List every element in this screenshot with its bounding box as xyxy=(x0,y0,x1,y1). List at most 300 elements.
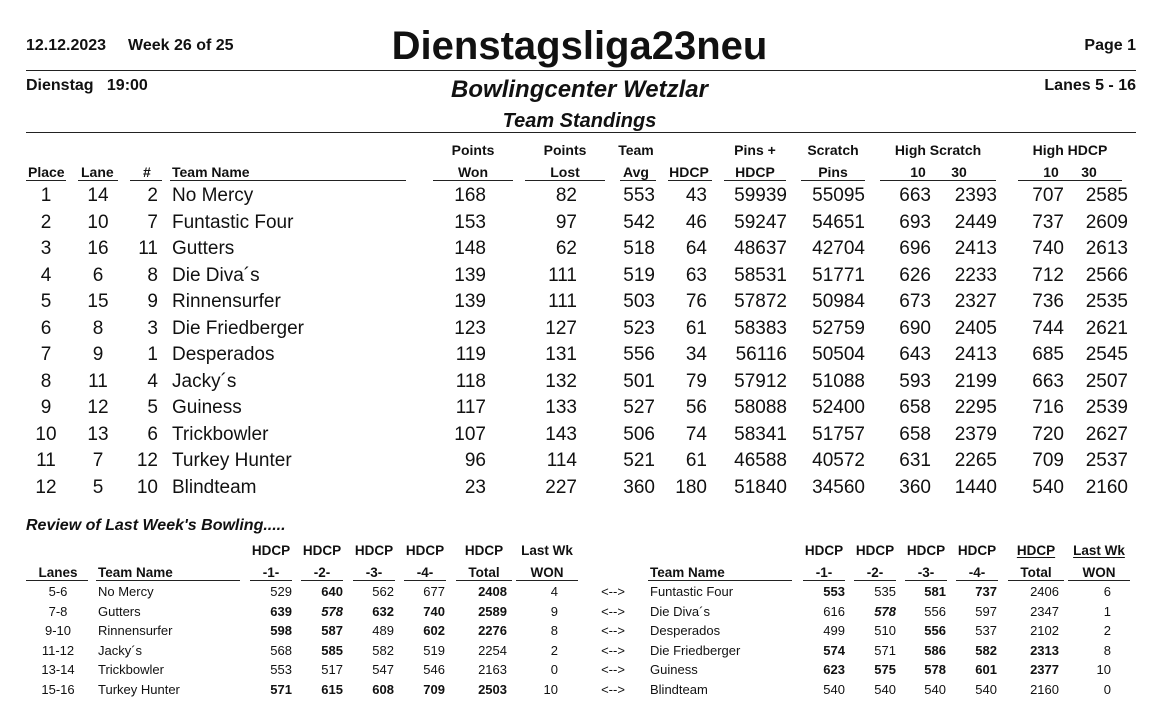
underline xyxy=(516,580,578,581)
cell-num: 6 xyxy=(147,423,158,445)
cell-lane: 6 xyxy=(92,264,104,286)
table-row xyxy=(0,316,1159,342)
underline xyxy=(456,580,512,581)
underline xyxy=(1008,580,1064,581)
cell-hh30: 2537 xyxy=(1085,450,1128,471)
cell-hh30: 2160 xyxy=(1085,476,1128,498)
cell-team: No Mercy xyxy=(172,185,254,206)
cell-g1: 623 xyxy=(823,662,845,677)
underline xyxy=(803,580,845,581)
cell-avg: 523 xyxy=(623,317,655,339)
cell-place: 7 xyxy=(40,344,52,365)
cell-hs30: 2379 xyxy=(954,423,997,445)
cell-pins-hdcp: 58341 xyxy=(734,423,787,445)
cell-hs30: 2405 xyxy=(954,317,997,339)
col-won: Won xyxy=(457,164,489,180)
cell-total: 2589 xyxy=(478,603,507,619)
cell-won: 0 xyxy=(1103,681,1111,697)
underline xyxy=(648,580,792,581)
cell-place: 3 xyxy=(40,238,52,259)
cell-num: 2 xyxy=(147,185,158,206)
cell-pins-hdcp: 48637 xyxy=(734,238,787,259)
cell-pins-hdcp: 58383 xyxy=(734,317,787,339)
cell-g4: 601 xyxy=(975,662,997,677)
versus-separator: <--> xyxy=(601,623,625,638)
cell-hh10: 716 xyxy=(1032,397,1064,418)
cell-place: 8 xyxy=(40,370,52,392)
cell-scratch: 40572 xyxy=(812,450,865,471)
cell-hh10: 740 xyxy=(1032,238,1064,259)
cell-num: 11 xyxy=(138,238,158,259)
cell-hs30: 2295 xyxy=(954,397,997,418)
rev-hdcp4-top: HDCP xyxy=(405,543,445,558)
cell-g4: 597 xyxy=(975,603,997,619)
cell-team: Die Friedberger xyxy=(172,317,304,339)
cell-g3: 586 xyxy=(924,642,946,658)
cell-pins-hdcp: 59939 xyxy=(734,185,787,206)
cell-hs10: 673 xyxy=(899,291,931,312)
cell-scratch: 51088 xyxy=(812,370,865,392)
cell-pins-hdcp: 46588 xyxy=(734,450,787,471)
underline xyxy=(433,180,513,181)
league-title: Dienstagsliga23neu xyxy=(391,24,768,68)
cell-won: 4 xyxy=(550,584,558,599)
cell-scratch: 55095 xyxy=(812,185,865,206)
cell-hdcp: 46 xyxy=(685,211,707,233)
rev-hdcp1-top: HDCP xyxy=(251,543,291,558)
cell-num: 10 xyxy=(136,476,158,498)
col-pins-hdcp: HDCP xyxy=(735,164,775,180)
cell-lanes: 15-16 xyxy=(41,681,75,697)
cell-won: 8 xyxy=(1103,642,1111,658)
cell-hs10: 693 xyxy=(899,211,931,233)
cell-won: 1 xyxy=(1103,603,1111,619)
cell-hh10: 737 xyxy=(1032,211,1064,233)
cell-avg: 360 xyxy=(623,476,655,498)
cell-pins-hdcp: 57872 xyxy=(734,291,787,312)
underline xyxy=(301,580,343,581)
rev-r-total: Total xyxy=(1020,565,1052,580)
rev-r-total-top: HDCP xyxy=(1016,543,1056,558)
cell-hdcp: 180 xyxy=(675,476,707,498)
cell-won: 139 xyxy=(454,291,486,312)
underline xyxy=(96,580,240,581)
cell-pins-hdcp: 56116 xyxy=(735,344,787,365)
col-number: # xyxy=(143,164,151,180)
table-row xyxy=(0,475,1159,501)
review-row xyxy=(0,621,1159,640)
cell-lost: 132 xyxy=(545,370,577,392)
cell-team-name: No Mercy xyxy=(98,584,154,599)
cell-hs10: 643 xyxy=(899,344,931,365)
cell-g4: 582 xyxy=(975,642,997,658)
table-row xyxy=(0,448,1159,474)
cell-scratch: 51757 xyxy=(812,423,865,445)
cell-g1: 571 xyxy=(270,681,292,697)
rev-r-team-name: Team Name xyxy=(650,565,725,580)
rev-r-g2: -2- xyxy=(866,565,884,580)
cell-total: 2102 xyxy=(1030,623,1059,638)
cell-lane: 5 xyxy=(92,476,104,498)
cell-lanes: 9-10 xyxy=(44,623,72,638)
cell-hs30: 1440 xyxy=(954,476,997,498)
cell-total: 2276 xyxy=(478,623,507,638)
cell-hs30: 2413 xyxy=(954,238,997,259)
underline xyxy=(1068,580,1130,581)
rev-team-name: Team Name xyxy=(98,565,173,580)
underline xyxy=(26,180,66,181)
cell-hs10: 658 xyxy=(899,397,931,418)
cell-g1: 598 xyxy=(270,623,292,638)
cell-won: 139 xyxy=(454,264,486,286)
cell-g2: 571 xyxy=(874,642,896,658)
cell-hh30: 2621 xyxy=(1085,317,1128,339)
underline xyxy=(880,180,996,181)
lanes-range: Lanes 5 - 16 xyxy=(1044,77,1136,94)
cell-g2: 517 xyxy=(321,662,343,677)
cell-hh30: 2539 xyxy=(1085,397,1128,418)
col-hdcp: HDCP xyxy=(669,164,709,180)
cell-hdcp: 61 xyxy=(685,450,707,471)
cell-g4: 737 xyxy=(975,584,997,599)
review-row xyxy=(0,680,1159,699)
col-high-scratch: High Scratch xyxy=(894,142,982,158)
cell-hdcp: 61 xyxy=(685,317,707,339)
cell-avg: 556 xyxy=(623,344,655,365)
cell-hs10: 593 xyxy=(899,370,931,392)
cell-place: 11 xyxy=(36,450,56,471)
cell-g1: 553 xyxy=(823,584,845,599)
cell-hdcp: 63 xyxy=(685,264,707,286)
cell-avg: 519 xyxy=(623,264,655,286)
rev-g3: -3- xyxy=(365,565,383,580)
cell-total: 2408 xyxy=(478,584,507,599)
review-row xyxy=(0,641,1159,660)
review-row xyxy=(0,582,1159,601)
cell-won: 10 xyxy=(543,681,558,697)
table-row xyxy=(0,395,1159,421)
cell-lost: 111 xyxy=(548,291,577,312)
cell-avg: 527 xyxy=(623,397,655,418)
rev-hdcp3-top: HDCP xyxy=(354,543,394,558)
col-points-top2: Points xyxy=(543,142,587,158)
cell-g1: 639 xyxy=(270,603,292,619)
cell-g2: 615 xyxy=(321,681,343,697)
cell-hs10: 690 xyxy=(899,317,931,339)
cell-pins-hdcp: 51840 xyxy=(734,476,787,498)
cell-hs10: 658 xyxy=(899,423,931,445)
table-row xyxy=(0,369,1159,395)
table-row xyxy=(0,342,1159,368)
cell-lost: 62 xyxy=(555,238,577,259)
cell-g4: 677 xyxy=(423,584,445,599)
cell-lane: 13 xyxy=(87,423,109,445)
cell-hs30: 2199 xyxy=(954,370,997,392)
cell-total: 2163 xyxy=(478,662,507,677)
cell-won: 119 xyxy=(455,344,486,365)
cell-g3: 632 xyxy=(372,603,394,619)
cell-g3: 578 xyxy=(924,662,946,677)
cell-hh10: 709 xyxy=(1032,450,1064,471)
cell-total: 2347 xyxy=(1030,603,1059,619)
cell-hh10: 540 xyxy=(1032,476,1064,498)
cell-num: 8 xyxy=(147,264,158,286)
cell-lanes: 7-8 xyxy=(48,603,68,619)
cell-lost: 127 xyxy=(545,317,577,339)
cell-hh10: 685 xyxy=(1032,344,1064,365)
cell-pins-hdcp: 57912 xyxy=(734,370,787,392)
cell-g2: 640 xyxy=(321,584,343,599)
cell-team-name: Jacky´s xyxy=(98,642,143,658)
cell-g4: 740 xyxy=(423,603,445,619)
cell-g3: 556 xyxy=(924,603,946,619)
rev-r-hdcp1-top: HDCP xyxy=(804,543,844,558)
cell-avg: 521 xyxy=(623,450,655,471)
cell-team: Gutters xyxy=(172,238,235,259)
cell-won: 23 xyxy=(464,476,486,498)
cell-won: 6 xyxy=(1103,584,1111,599)
cell-team: Blindteam xyxy=(172,476,257,498)
underline xyxy=(801,180,865,181)
cell-hdcp: 64 xyxy=(685,238,707,259)
cell-won: 168 xyxy=(454,185,486,206)
table-row xyxy=(0,236,1159,262)
cell-lanes: 11-12 xyxy=(41,642,75,658)
cell-g3: 489 xyxy=(372,623,394,638)
review-title: Review of Last Week's Bowling..... xyxy=(26,517,286,534)
cell-pins-hdcp: 58531 xyxy=(734,264,787,286)
col-hh10: 10 xyxy=(1043,164,1059,180)
cell-avg: 518 xyxy=(623,238,655,259)
rev-r-hdcp3-top: HDCP xyxy=(906,543,946,558)
cell-hh30: 2535 xyxy=(1085,291,1128,312)
cell-total: 2503 xyxy=(478,681,507,697)
rev-r-hdcp2-top: HDCP xyxy=(855,543,895,558)
cell-scratch: 50504 xyxy=(812,344,865,365)
cell-num: 5 xyxy=(147,397,158,418)
cell-g1: 553 xyxy=(270,662,292,677)
cell-place: 9 xyxy=(40,397,52,418)
underline xyxy=(26,580,88,581)
underline xyxy=(353,580,395,581)
cell-place: 10 xyxy=(35,423,57,445)
cell-g4: 540 xyxy=(975,681,997,697)
cell-g3: 540 xyxy=(924,681,946,697)
underline xyxy=(1018,180,1122,181)
col-scratch-pins: Pins xyxy=(818,164,848,180)
rev-total-top: HDCP xyxy=(464,543,504,558)
cell-hh30: 2609 xyxy=(1085,211,1128,233)
cell-team-name: Turkey Hunter xyxy=(98,681,180,697)
cell-won: 8 xyxy=(550,623,558,638)
cell-team-name: Die Diva´s xyxy=(650,603,710,619)
cell-pins-hdcp: 59247 xyxy=(734,211,787,233)
col-hs10: 10 xyxy=(910,164,926,180)
cell-hs30: 2393 xyxy=(954,185,997,206)
cell-won: 2 xyxy=(550,642,558,658)
report-date: 12.12.2023 xyxy=(26,37,107,54)
table-row xyxy=(0,210,1159,236)
cell-place: 5 xyxy=(40,291,52,312)
cell-hh30: 2585 xyxy=(1085,185,1128,206)
underline xyxy=(668,180,712,181)
cell-scratch: 50984 xyxy=(812,291,865,312)
cell-lost: 111 xyxy=(548,264,577,286)
cell-g1: 540 xyxy=(823,681,845,697)
cell-team-name: Gutters xyxy=(98,603,141,619)
col-scratch-top: Scratch xyxy=(807,142,859,158)
cell-place: 2 xyxy=(40,211,52,233)
cell-lost: 131 xyxy=(545,344,577,365)
col-high-hdcp: High HDCP xyxy=(1032,142,1108,158)
cell-g2: 535 xyxy=(874,584,896,599)
rev-r-lastwk-top: Last Wk xyxy=(1073,543,1125,558)
cell-lane: 16 xyxy=(87,238,109,259)
cell-hs10: 663 xyxy=(899,185,931,206)
rev-r-g3: -3- xyxy=(917,565,935,580)
cell-avg: 501 xyxy=(623,370,655,392)
cell-lane: 11 xyxy=(88,370,108,392)
cell-total: 2254 xyxy=(478,642,507,658)
table-row xyxy=(0,263,1159,289)
cell-avg: 506 xyxy=(623,423,655,445)
cell-hs10: 626 xyxy=(899,264,931,286)
underline xyxy=(724,180,786,181)
underline xyxy=(170,180,406,181)
cell-hs10: 631 xyxy=(899,450,931,471)
cell-g4: 602 xyxy=(423,623,445,638)
cell-hh30: 2545 xyxy=(1085,344,1128,365)
cell-hh30: 2613 xyxy=(1085,238,1128,259)
cell-g1: 499 xyxy=(823,623,845,638)
cell-g3: 608 xyxy=(372,681,394,697)
cell-g2: 510 xyxy=(874,623,896,638)
cell-hdcp: 79 xyxy=(685,370,707,392)
cell-team: Desperados xyxy=(172,344,275,365)
cell-g3: 547 xyxy=(372,662,394,677)
cell-hs30: 2413 xyxy=(954,344,997,365)
cell-g3: 556 xyxy=(924,623,946,638)
underline xyxy=(905,580,947,581)
cell-won: 96 xyxy=(464,450,486,471)
cell-g2: 578 xyxy=(874,603,896,619)
cell-team: Turkey Hunter xyxy=(172,450,292,471)
cell-hh10: 744 xyxy=(1032,317,1064,339)
cell-g3: 581 xyxy=(924,584,946,599)
rev-g4: -4- xyxy=(416,565,434,580)
cell-avg: 553 xyxy=(623,185,655,206)
header-rule xyxy=(26,70,1136,71)
cell-num: 4 xyxy=(147,370,158,392)
underline xyxy=(620,180,656,181)
cell-num: 1 xyxy=(147,344,158,365)
cell-won: 10 xyxy=(1096,662,1111,677)
cell-g4: 546 xyxy=(423,662,445,677)
cell-hs30: 2449 xyxy=(954,211,997,233)
table-row xyxy=(0,422,1159,448)
cell-hs10: 360 xyxy=(899,476,931,498)
cell-team-name: Die Friedberger xyxy=(650,642,741,658)
table-row xyxy=(0,289,1159,315)
underline xyxy=(404,580,446,581)
cell-place: 4 xyxy=(40,264,52,286)
col-team-name: Team Name xyxy=(172,164,250,180)
cell-lost: 97 xyxy=(555,211,577,233)
underline xyxy=(78,180,118,181)
cell-team-name: Guiness xyxy=(650,662,698,677)
cell-place: 1 xyxy=(40,185,52,206)
cell-lane: 12 xyxy=(87,397,109,418)
cell-hs30: 2233 xyxy=(954,264,997,286)
cell-g4: 519 xyxy=(423,642,445,658)
cell-lane: 9 xyxy=(92,344,104,365)
col-lane: Lane xyxy=(81,164,114,180)
review-row xyxy=(0,602,1159,621)
cell-hdcp: 43 xyxy=(685,185,707,206)
cell-g4: 709 xyxy=(423,681,445,697)
cell-avg: 542 xyxy=(623,211,655,233)
underline xyxy=(956,580,998,581)
cell-num: 12 xyxy=(136,450,158,471)
cell-g1: 568 xyxy=(270,642,292,658)
cell-g2: 578 xyxy=(321,603,343,619)
cell-team-name: Trickbowler xyxy=(98,662,164,677)
cell-hdcp: 56 xyxy=(685,397,707,418)
cell-lane: 14 xyxy=(87,185,109,206)
underline xyxy=(854,580,896,581)
col-hs30: 30 xyxy=(951,164,967,180)
week-label: Week 26 of 25 xyxy=(128,37,234,54)
rev-lastwk-top: Last Wk xyxy=(521,543,573,558)
cell-g3: 582 xyxy=(372,642,394,658)
col-avg: Avg xyxy=(623,164,649,180)
versus-separator: <--> xyxy=(601,603,625,619)
cell-g2: 585 xyxy=(321,642,343,658)
day-time: Dienstag 19:00 xyxy=(26,77,148,94)
col-team-top: Team xyxy=(618,142,654,158)
cell-scratch: 42704 xyxy=(812,238,865,259)
rev-r-hdcp4-top: HDCP xyxy=(957,543,997,558)
cell-hh10: 736 xyxy=(1032,291,1064,312)
cell-scratch: 52759 xyxy=(812,317,865,339)
cell-team: Trickbowler xyxy=(172,423,269,445)
col-lost: Lost xyxy=(550,164,580,180)
cell-won: 148 xyxy=(454,238,486,259)
cell-hh30: 2507 xyxy=(1085,370,1128,392)
cell-hh10: 707 xyxy=(1032,185,1064,206)
center-name: Bowlingcenter Wetzlar xyxy=(451,76,708,103)
cell-g1: 574 xyxy=(823,642,845,658)
underline xyxy=(525,180,605,181)
rev-won: WON xyxy=(530,565,564,580)
cell-team: Funtastic Four xyxy=(172,211,294,233)
cell-hh10: 712 xyxy=(1032,264,1064,286)
cell-won: 9 xyxy=(550,603,558,619)
versus-separator: <--> xyxy=(601,662,625,677)
cell-team-name: Rinnensurfer xyxy=(98,623,173,638)
cell-scratch: 34560 xyxy=(812,476,865,498)
cell-total: 2160 xyxy=(1030,681,1059,697)
cell-scratch: 54651 xyxy=(812,211,865,233)
cell-lanes: 13-14 xyxy=(41,662,75,677)
cell-g1: 616 xyxy=(823,603,845,619)
cell-scratch: 51771 xyxy=(812,264,865,286)
cell-hh10: 720 xyxy=(1032,423,1064,445)
table-row xyxy=(0,183,1159,209)
cell-won: 117 xyxy=(455,397,486,418)
rev-hdcp2-top: HDCP xyxy=(302,543,342,558)
cell-team: Die Diva´s xyxy=(172,264,260,286)
